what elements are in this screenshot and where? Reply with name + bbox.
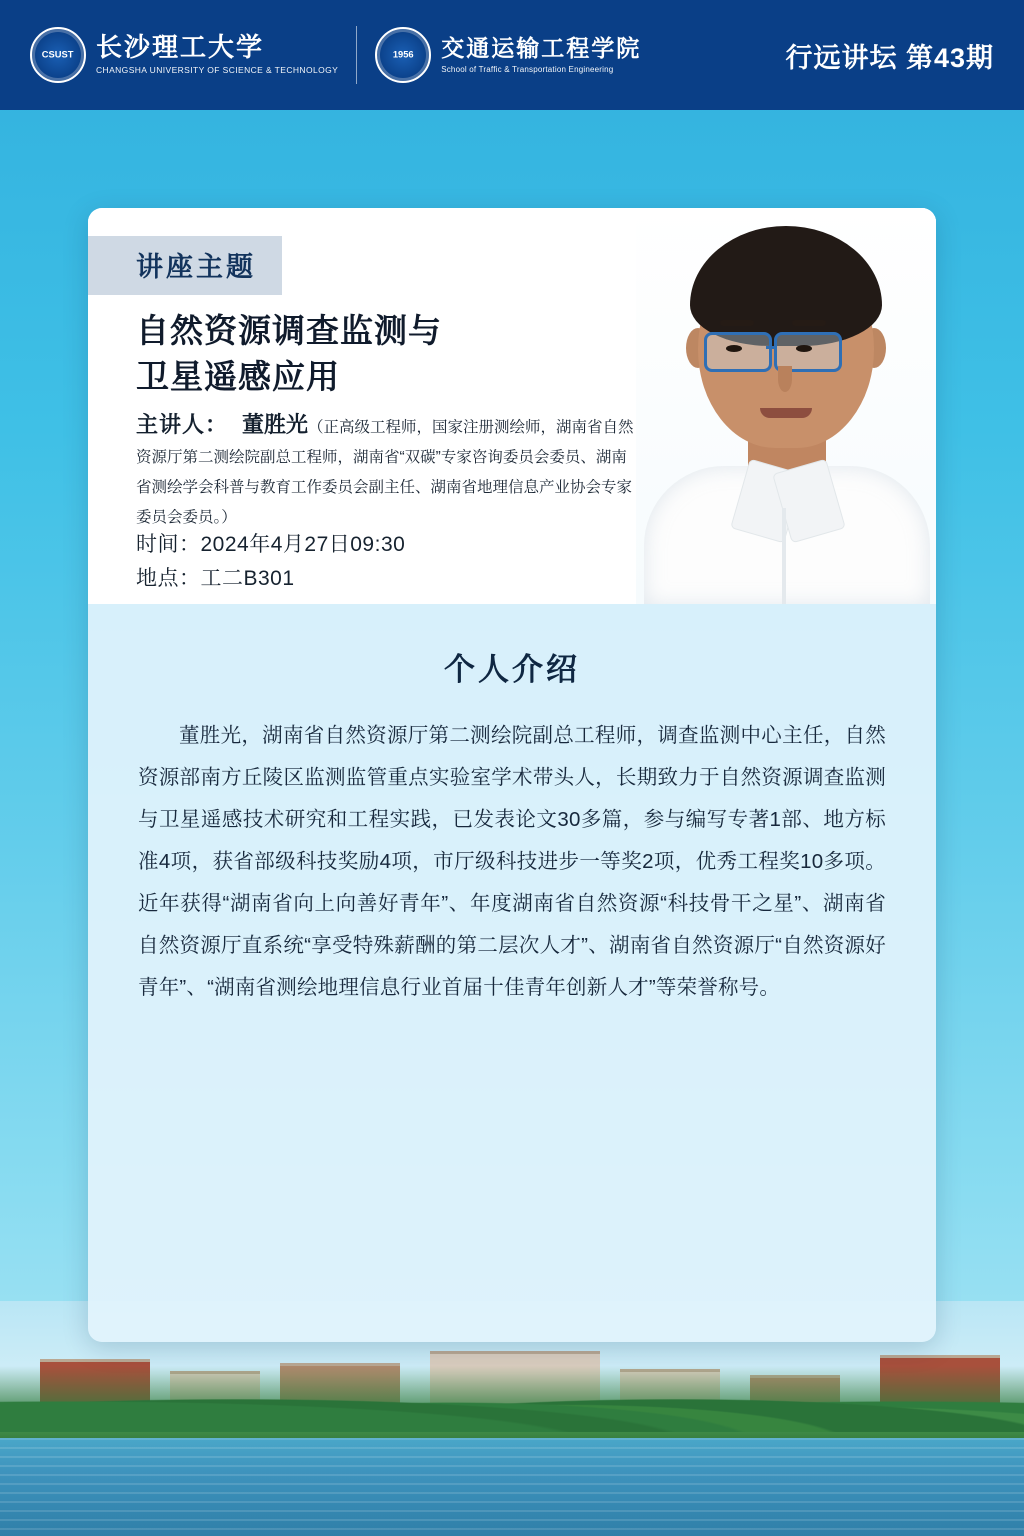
university-seal-icon (30, 27, 86, 83)
lecture-title (136, 308, 606, 399)
bio-heading: 个人介绍 (444, 652, 580, 687)
portrait-mouth (760, 408, 812, 418)
speaker-description: （正高级工程师，国家注册测绘师，湖南省自然资源厅第二测绘院副总工程师，湖南省“双碳”专家咨询委员会委员、湖南省测绘学会科普与教育工作委员会副主任、湖南省地理信息产业协会专家委员会委员。） (136, 419, 634, 526)
series-label: 行远讲坛 第43期 (785, 42, 994, 73)
lecture-title-line2: 卫星遥感应用 (136, 357, 340, 395)
university-seal-text: CSUST (42, 49, 74, 60)
school-name-cn: 交通运输工程学院 (441, 35, 642, 62)
portrait-hair (690, 226, 882, 346)
school-seal-text: 1956 (392, 49, 414, 60)
portrait-eye-left (726, 345, 742, 352)
portrait-eye-right (796, 345, 812, 352)
header-divider (356, 26, 357, 84)
poster-header (0, 0, 1024, 110)
portrait-nose (778, 366, 792, 392)
topic-tag: 讲座主题 (88, 236, 282, 295)
university-name-cn: 长沙理工大学 (96, 32, 265, 63)
university-name-en: CHANGSHA UNIVERSITY OF SCIENCE & TECHNOLOGY (96, 65, 339, 76)
speaker-block (136, 408, 636, 531)
portrait-glasses-bridge (766, 346, 776, 349)
portrait-glasses-left (704, 332, 772, 372)
lecture-panel (88, 208, 936, 604)
portrait-placket (782, 508, 786, 604)
speaker-portrait (636, 208, 936, 604)
lecture-place-value: 工二B301 (200, 567, 295, 591)
university-logo (30, 27, 338, 83)
lecture-place-row (136, 562, 405, 596)
speaker-name: 董胜光 (242, 412, 309, 437)
portrait-brow-left (720, 320, 754, 326)
lecture-time-value: 2024年4月27日09:30 (200, 533, 406, 556)
lecture-meta (136, 528, 405, 596)
speaker-label: 主讲人： (136, 412, 229, 437)
school-logo (375, 27, 641, 83)
school-name-en: School of Traffic & Transportation Engineering (441, 64, 614, 74)
school-name-block (441, 36, 641, 73)
lake-water (0, 1438, 1024, 1536)
lecture-time-row (136, 528, 405, 562)
bio-section (88, 604, 936, 1049)
university-name-block (96, 32, 339, 76)
school-seal-icon (375, 27, 431, 83)
content-card (88, 208, 936, 1342)
lecture-time-label: 时间： (136, 533, 201, 556)
lecture-title-line1: 自然资源调查监测与 (136, 312, 442, 349)
lecture-place-label: 地点： (136, 567, 201, 591)
portrait-brow-right (792, 320, 826, 326)
bio-body: 董胜光，湖南省自然资源厅第二测绘院副总工程师，调查监测中心主任，自然资源部南方丘陵区监测监管重点实验室学术带头人，长期致力于自然资源调查监测与卫星遥感技术研究和工程实践，已发表论文30多篇，参与编写专著1部、地方标准4项，获省部级科技奖励4项，市厅级科技进步一等奖2项，优秀工程奖10多项。近年获得“湖南省向上向善好青年”、年度湖南省自然资源“科技骨干之星”、湖南省自然资源厅直系统“享受特殊薪酬的第二层次人才”、湖南省自然资源厅“自然资源好青年”、“湖南省测绘地理信息行业首届十佳青年创新人才”等荣誉称号。 (138, 724, 886, 1000)
